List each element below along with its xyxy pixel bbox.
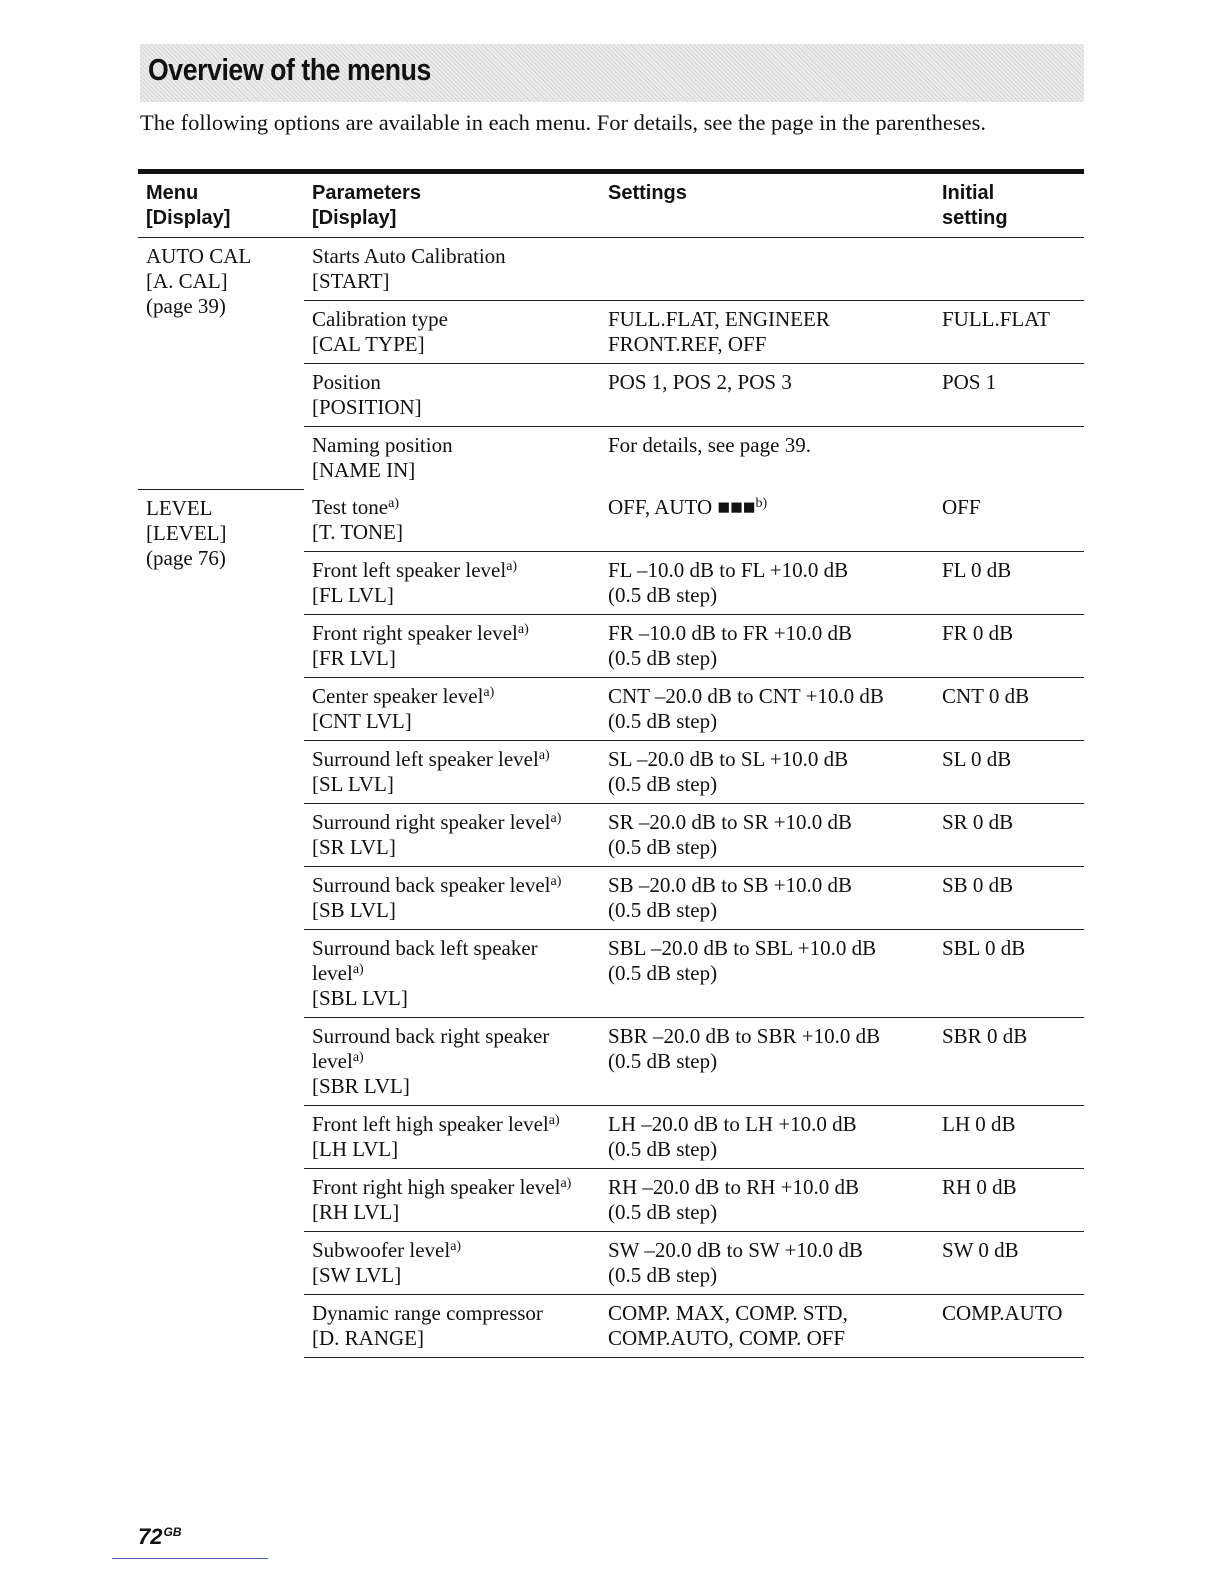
footnote-marker: a) [560,1176,572,1191]
header-menu: Menu [Display] [138,172,304,238]
initial-setting-cell: SR 0 dB [934,804,1084,867]
parameter-cell: Surround back left speaker level$^{a)}$ [SBL LVL] [304,930,600,1018]
initial-setting-cell: COMP.AUTO [934,1295,1084,1358]
menu-cell: LEVEL [LEVEL] (page 76) [138,489,304,1358]
page-number: $72^{GB}$ [138,1524,182,1549]
parameter-cell: Front left high speaker level$^{a)}$ [LH LVL] [304,1106,600,1169]
page-title: Overview of the menus [148,52,431,87]
settings-cell: SBL –20.0 dB to SBL +10.0 dB (0.5 dB step) [600,930,934,1018]
initial-setting-cell: LH 0 dB [934,1106,1084,1169]
parameter-cell: Subwoofer level$^{a)}$ [SW LVL] [304,1232,600,1295]
header-parameters: Parameters [Display] [304,172,600,238]
table-header-row [138,172,1084,238]
footnote-marker: a) [538,748,550,763]
header-initial-setting: Initial setting [934,172,1084,238]
initial-setting-cell: RH 0 dB [934,1169,1084,1232]
footnote-marker: a) [450,1239,462,1254]
footnote-marker: a) [550,874,562,889]
parameter-cell: Surround back speaker level$^{a)}$ [SB LVL] [304,867,600,930]
settings-cell: FL –10.0 dB to FL +10.0 dB (0.5 dB step) [600,552,934,615]
menu-cell: AUTO CAL [A. CAL] (page 39) [146,244,252,318]
initial-setting-cell: FR 0 dB [934,615,1084,678]
parameter-cell: Front right high speaker level$^{a)}$ [RH LVL] [304,1169,600,1232]
table-row [138,238,1084,301]
parameter-cell: Surround back right speaker level$^{a)}$ [SBR LVL] [304,1018,600,1106]
parameter-cell: Center speaker level$^{a)}$ [CNT LVL] [304,678,600,741]
initial-setting-cell: SBL 0 dB [934,930,1084,1018]
settings-cell: CNT –20.0 dB to CNT +10.0 dB (0.5 dB step) [600,678,934,741]
initial-setting-cell [934,427,1084,490]
parameter-cell: Starts Auto Calibration [START] [312,244,506,293]
parameter-cell: Calibration type [CAL TYPE] [304,301,600,364]
footnote-marker: a) [548,1113,560,1128]
initial-setting-cell: SL 0 dB [934,741,1084,804]
footnote-marker: a) [550,811,562,826]
initial-setting-cell: POS 1 [934,364,1084,427]
footnote-marker: a) [352,1050,364,1065]
initial-setting-cell: SB 0 dB [934,867,1084,930]
footnote-marker: a) [517,622,529,637]
initial-setting-cell: OFF [942,495,981,519]
section-banner [140,44,1084,102]
settings-cell: SL –20.0 dB to SL +10.0 dB (0.5 dB step) [600,741,934,804]
initial-setting-cell: FL 0 dB [934,552,1084,615]
footnote-marker: a) [483,685,495,700]
settings-cell: SBR –20.0 dB to SBR +10.0 dB (0.5 dB step) [600,1018,934,1106]
initial-setting-cell [934,238,1084,301]
parameter-cell: Test tone$^{a)}$ [T. TONE] [312,495,403,544]
settings-cell: FR –10.0 dB to FR +10.0 dB (0.5 dB step) [600,615,934,678]
parameter-cell: Surround right speaker level$^{a)}$ [SR LVL] [304,804,600,867]
settings-cell: OFF, AUTO ■■■$^{b)}$ [608,495,768,519]
initial-setting-cell: SW 0 dB [934,1232,1084,1295]
settings-cell: POS 1, POS 2, POS 3 [600,364,934,427]
parameter-cell: Position [POSITION] [304,364,600,427]
settings-cell: RH –20.0 dB to RH +10.0 dB (0.5 dB step) [600,1169,934,1232]
menu-overview-table [138,169,1084,1358]
footnote-marker: a) [388,496,399,511]
settings-cell: LH –20.0 dB to LH +10.0 dB (0.5 dB step) [600,1106,934,1169]
initial-setting-cell: SBR 0 dB [934,1018,1084,1106]
header-settings: Settings [600,172,934,238]
settings-cell: SW –20.0 dB to SW +10.0 dB (0.5 dB step) [600,1232,934,1295]
settings-cell: COMP. MAX, COMP. STD, COMP.AUTO, COMP. OFF [600,1295,934,1358]
parameter-cell: Front right speaker level$^{a)}$ [FR LVL] [304,615,600,678]
initial-setting-cell: FULL.FLAT [934,301,1084,364]
settings-cell: SR –20.0 dB to SR +10.0 dB (0.5 dB step) [600,804,934,867]
footnote-marker: b) [755,496,768,511]
footer-rule [112,1558,268,1559]
footnote-marker: a) [506,559,518,574]
initial-setting-cell: CNT 0 dB [934,678,1084,741]
parameter-cell: Naming position [NAME IN] [304,427,600,490]
settings-cell: SB –20.0 dB to SB +10.0 dB (0.5 dB step) [600,867,934,930]
settings-cell: For details, see page 39. [600,427,934,490]
table-body [138,238,1084,1358]
footnote-marker: a) [352,962,364,977]
parameter-cell: Surround left speaker level$^{a)}$ [SL LVL] [304,741,600,804]
settings-cell [600,238,934,301]
settings-cell: FULL.FLAT, ENGINEER FRONT.REF, OFF [600,301,934,364]
parameter-cell: Front left speaker level$^{a)}$ [FL LVL] [304,552,600,615]
intro-text: The following options are available in each menu. For details, see the page in the parentheses. [140,110,986,135]
parameter-cell: Dynamic range compressor [D. RANGE] [304,1295,600,1358]
table-row [138,489,1084,552]
